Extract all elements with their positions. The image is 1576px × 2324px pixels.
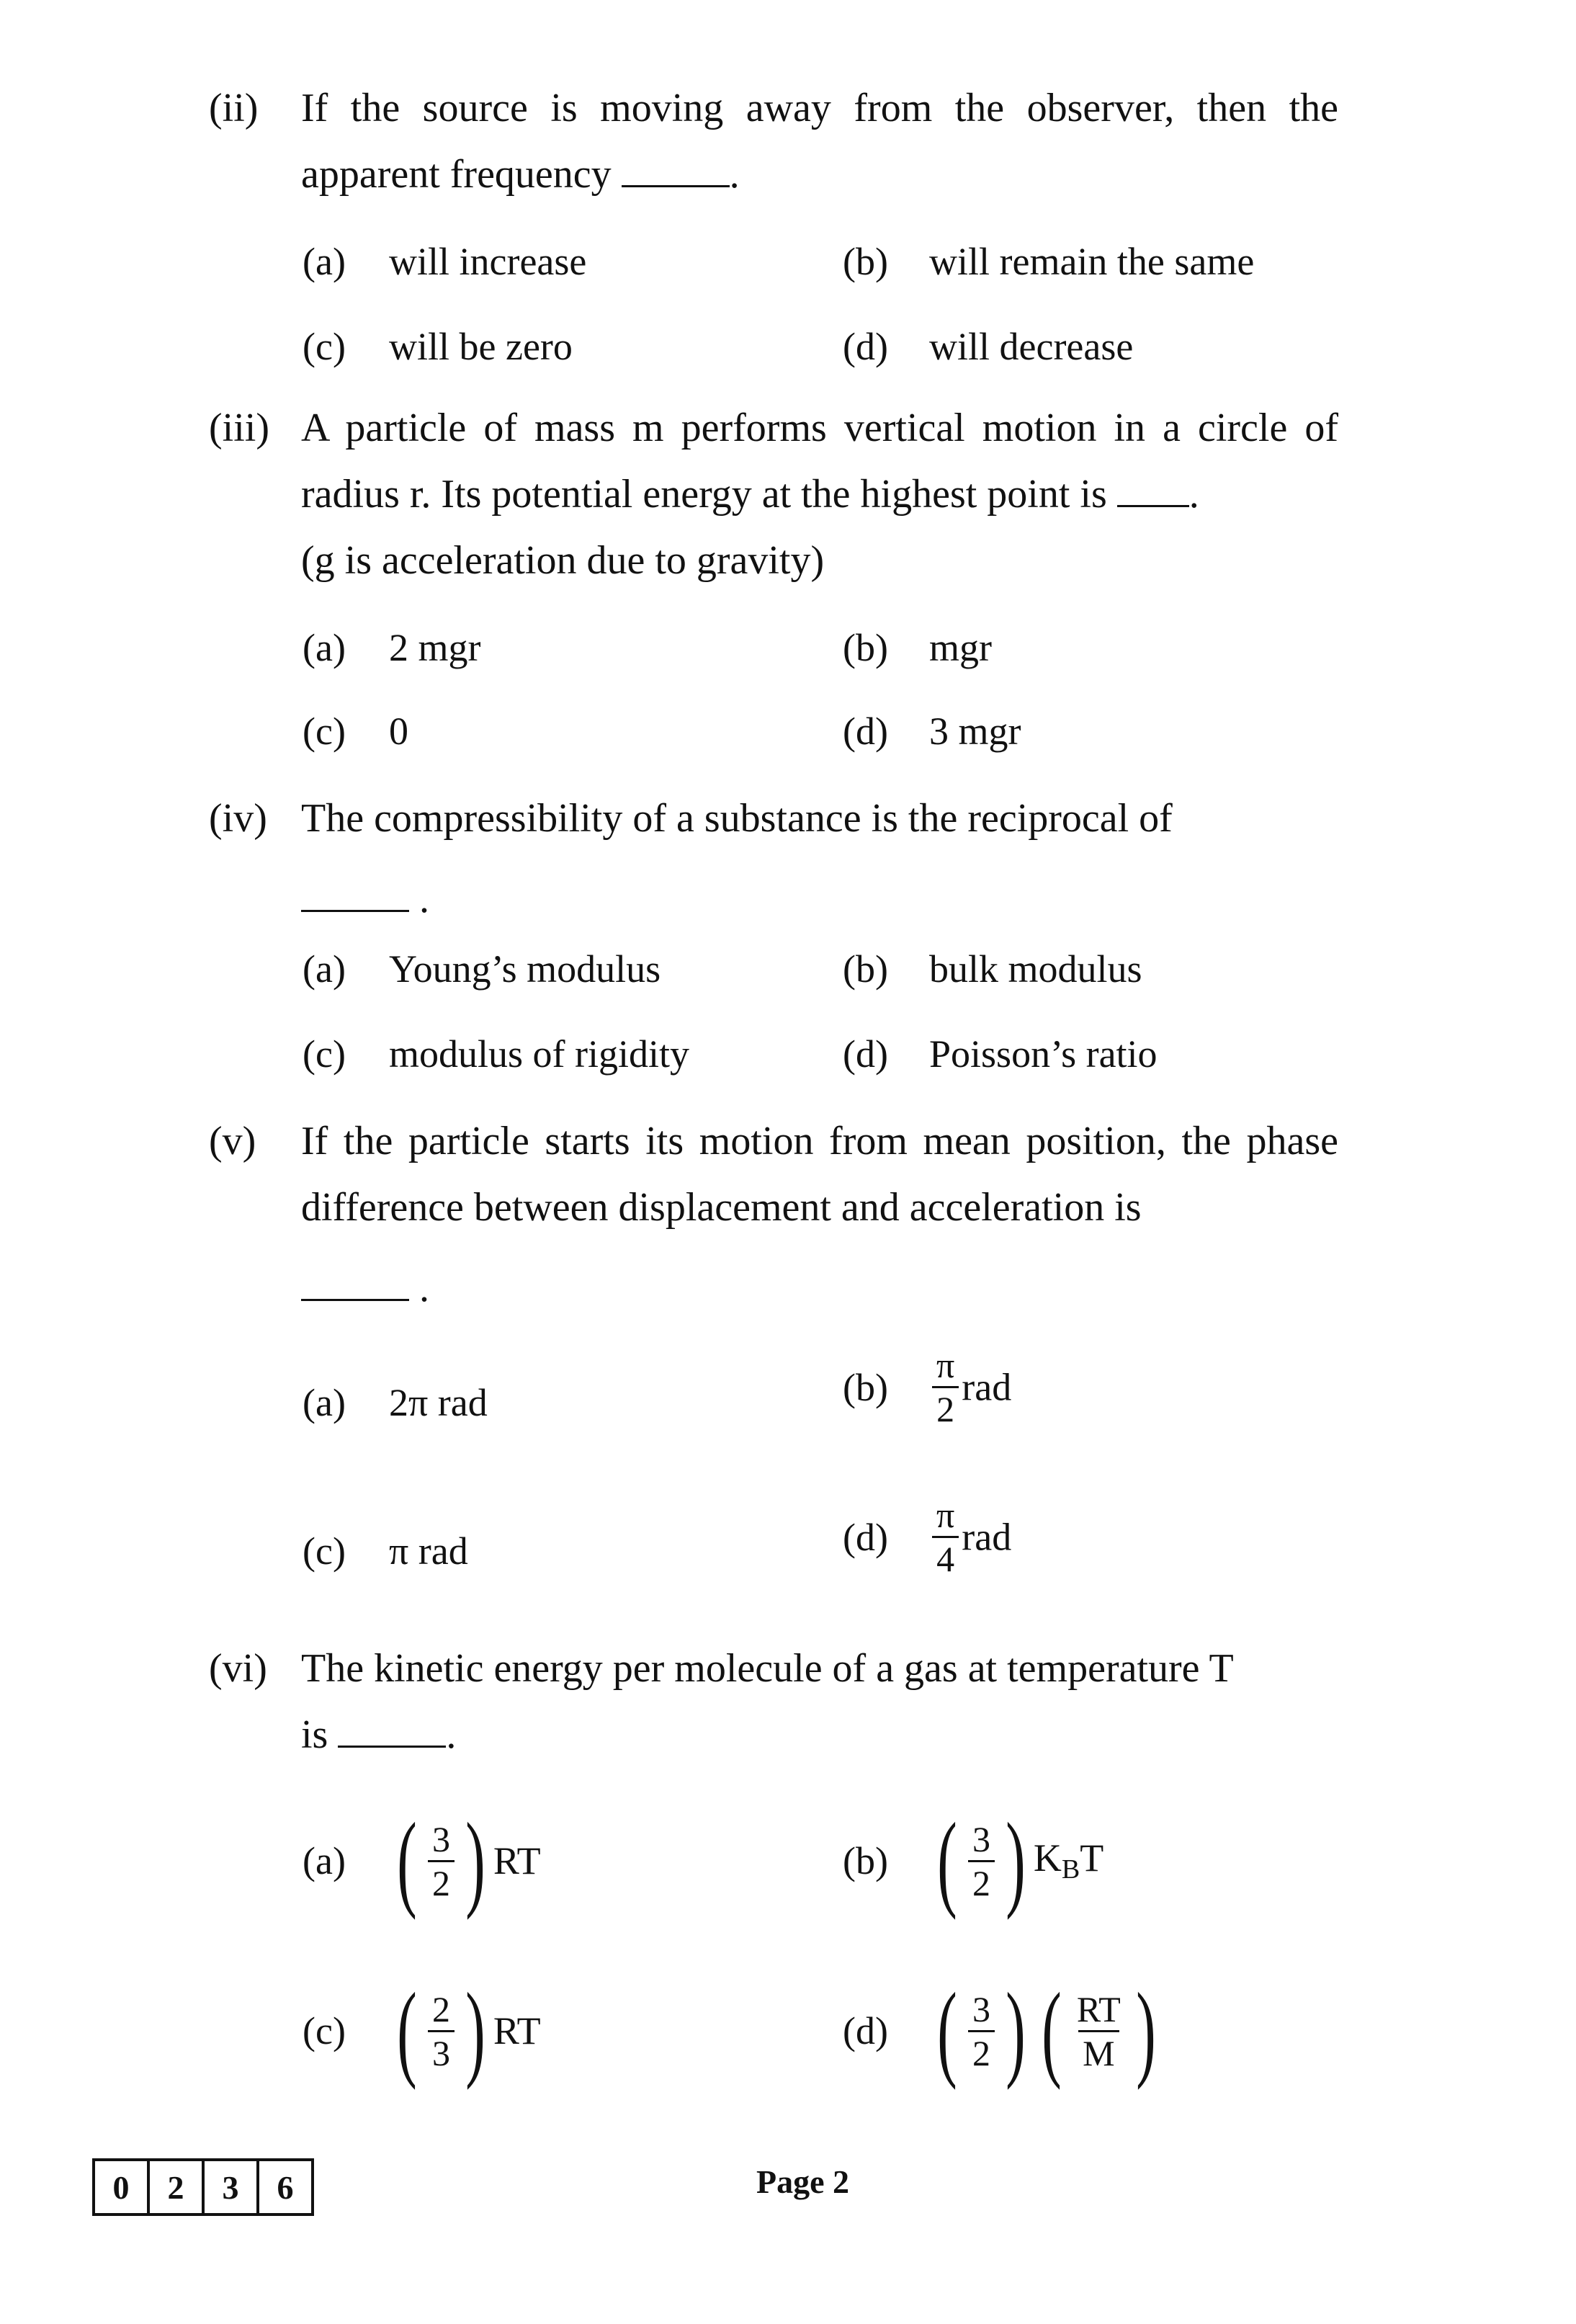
unit: rad xyxy=(962,1365,1012,1409)
answer-blank xyxy=(301,1299,409,1301)
option-b: (b) ( $\frac{3}{2}$ ) $K_BT$ xyxy=(843,1801,1104,1921)
paren-fraction: ( $\frac{3}{2}$ ) xyxy=(937,1801,1026,1921)
question-note: (g is acceleration due to gravity) xyxy=(301,538,825,583)
option-label: (c) xyxy=(303,1529,346,1573)
question-number: (iii) xyxy=(209,406,269,450)
option-text: 2π rad xyxy=(389,1381,488,1424)
option-label: (d) xyxy=(843,1515,888,1559)
option-c xyxy=(303,321,573,372)
option-a xyxy=(303,1377,488,1428)
option-c xyxy=(303,1029,689,1079)
question-text: A particle of mass m performs vertical motion in a circle of radius r. Its potential energy at the highest point is . (g is acceleration due to gravity) xyxy=(301,406,1338,583)
option-text: Young’s modulus xyxy=(389,947,661,991)
option-label: (b) xyxy=(843,626,888,669)
option-d xyxy=(843,1971,1164,2091)
option-a xyxy=(303,622,481,673)
option-d xyxy=(843,706,1021,756)
unit: rad xyxy=(962,1515,1012,1559)
paren-fraction: ( $\frac{3}{2}$ ) xyxy=(397,1801,485,1921)
code-digit: 0 xyxy=(95,2161,150,2213)
option-text: will decrease xyxy=(929,325,1134,368)
option-text: bulk modulus xyxy=(929,947,1142,991)
option-label: (c) xyxy=(303,2009,346,2052)
option-text: will increase xyxy=(389,240,587,283)
option-label: (c) xyxy=(303,710,346,753)
option-text: π rad xyxy=(389,1529,468,1573)
option-label: (d) xyxy=(843,325,888,368)
option-b xyxy=(843,944,1142,994)
option-label: (a) xyxy=(303,1381,346,1424)
question-text: If the particle starts its motion from mean position, the phase difference between displacement and acceleration is . xyxy=(301,1119,1338,1310)
paren-fraction: ( $\frac{2}{3}$ ) xyxy=(397,1971,485,2091)
option-label: (a) xyxy=(303,947,346,991)
answer-blank xyxy=(301,910,409,912)
option-text: will remain the same xyxy=(929,240,1255,283)
option-label: (d) xyxy=(843,710,888,753)
option-a: (a) ( $\frac{3}{2}$ ) RT xyxy=(303,1801,541,1921)
option-label: (d) xyxy=(843,2009,888,2052)
option-label: (b) xyxy=(843,1839,888,1882)
option-label: (c) xyxy=(303,325,346,368)
option-text: will be zero xyxy=(389,325,573,368)
answer-blank xyxy=(622,185,730,187)
option-text: 2 mgr xyxy=(389,626,481,669)
option-label: (c) xyxy=(303,1032,346,1076)
option-d xyxy=(843,1497,1011,1577)
question-number: (ii) xyxy=(209,86,259,130)
question-text: The compressibility of a substance is the reciprocal of . xyxy=(301,796,1173,921)
option-label: (a) xyxy=(303,1839,346,1882)
code-digit: 2 xyxy=(150,2161,205,2213)
option-label: (b) xyxy=(843,240,888,283)
option-c: (c) ( $\frac{2}{3}$ ) RT xyxy=(303,1971,541,2091)
answer-blank xyxy=(338,1746,446,1748)
paren-fraction: ( $\frac{3}{2}$ ) xyxy=(937,1971,1026,2091)
option-text: mgr xyxy=(929,626,992,669)
option-c xyxy=(303,706,408,756)
question-number: (v) xyxy=(209,1119,256,1163)
answer-blank xyxy=(1117,505,1189,507)
option-label: (a) xyxy=(303,240,346,283)
paren-fraction: ( $\frac{RT}{M}$ ) xyxy=(1042,1971,1156,2091)
option-label: (d) xyxy=(843,1032,888,1076)
option-b xyxy=(843,622,992,673)
option-label: (a) xyxy=(303,626,346,669)
question-number: (vi) xyxy=(209,1646,267,1691)
option-label: (b) xyxy=(843,1365,888,1409)
question-number: (iv) xyxy=(209,796,267,841)
option-text: modulus of rigidity xyxy=(389,1032,689,1076)
option-d xyxy=(843,321,1133,372)
option-a xyxy=(303,944,661,994)
option-c xyxy=(303,1526,468,1576)
code-digit: 6 xyxy=(277,2168,294,2206)
option-text: 0 xyxy=(389,710,408,753)
option-text: 3 mgr xyxy=(929,710,1021,753)
option-b xyxy=(843,236,1254,287)
option-text: Poisson’s ratio xyxy=(929,1032,1158,1076)
option-label: (b) xyxy=(843,947,888,991)
page-number: Page 2 xyxy=(756,2163,850,2200)
question-text: The kinetic energy per molecule of a gas at temperature T is . xyxy=(301,1646,1234,1757)
option-b xyxy=(843,1347,1011,1427)
option-d xyxy=(843,1029,1158,1079)
question-text: If the source is moving away from the observer, then the apparent frequency . xyxy=(301,86,1338,197)
pi-over-4-fraction: $\frac{\pi}{4}$ xyxy=(932,1497,959,1577)
option-a xyxy=(303,236,586,287)
paper-code-box xyxy=(92,2158,314,2216)
pi-over-2-fraction: $\frac{\pi}{2}$ xyxy=(932,1347,959,1427)
code-digit: 3 xyxy=(205,2161,259,2213)
